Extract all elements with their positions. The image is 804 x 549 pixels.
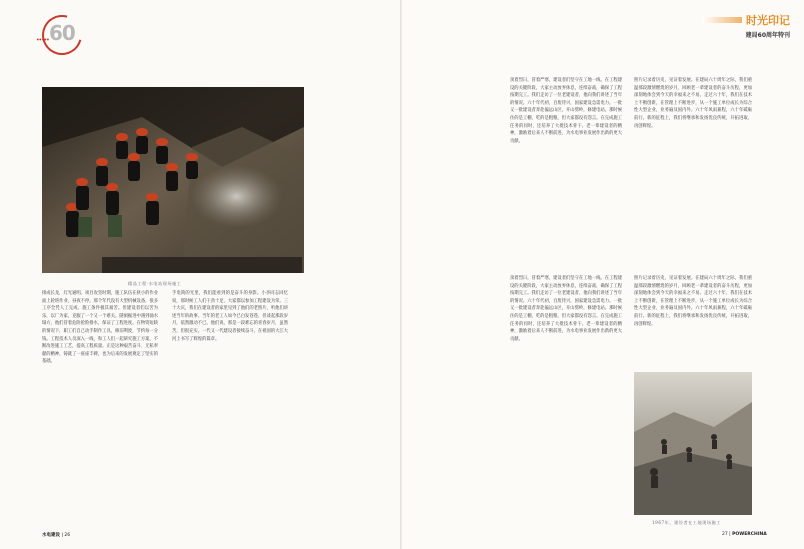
right-photo-caption: 1967年，建设者在工地现场施工 [652, 520, 721, 525]
footer-brand: POWERCHINA [732, 532, 767, 537]
construction-tunnel-photo [42, 87, 304, 273]
right-page [402, 0, 804, 549]
left-photo-caption: 精品工程·水电站现场施工 [128, 281, 182, 286]
footer-brand: 水电建设 [42, 533, 60, 538]
section-subtitle: 建局60周年特刊 [745, 32, 790, 39]
right-footer: 27 | POWERCHINA [722, 532, 767, 537]
anniversary-60-logo: 60 ••••• [42, 15, 82, 55]
section-header [702, 12, 790, 39]
right-page-column-4: 照片记录着历史，见证着发展。在建局六十周年之际，我们重温那段激情燃烧的岁月，回顾老一辈建设者的奋斗历程，更加深刻地体会到今天的幸福来之不易。走过六十年，我们在技术上不断创新，在管理上不断进步，从一个施工单位成长为综合性大型企业，业务遍及国内外。六十年风雨兼程，六十年砥砺前行。新的征程上，我们将继承和发扬优良传统，开拓进取，再创辉煌。 [634, 276, 752, 327]
footer-page-number: 27 [722, 532, 728, 537]
left-page-column-1: 排成长龙，灯光通明。项目攻坚时期，施工队伍在狭小的作业面上轮班作业，昼夜不停。那个年代没有大型机械设备，很多工序全凭人工完成，施工条件极其艰苦。但建设者们以苦为乐，以厂为家，克服了一个又一个难关。隧洞掘进中遇到涌水塌方，他们冒着危险抢险排水，保证了工程进度。在物资短缺的情况下，职工们自己动手制作工具，修旧利废，节约每一分钱。工程技术人员深入一线，和工人们一起研究施工方案，不断改进施工工艺，提高工程质量。正是这种艰苦奋斗、无私奉献的精神，铸就了一座座丰碑，也为后来的发展奠定了坚实的基础。 [42, 291, 158, 365]
left-page-column-2: 手电筒的光里，我们能看到的是奋斗的身影。小李同志回忆说，那时候工人们干劲十足，大家都以参加工程建设为荣。三十大庆，我们在建设者的家里见到了他们的老照片，听他们讲述当年的故事。当年的老工人如今已白发苍苍，但谈起那段岁月，依然激动不已。他们说，那是一段难忘的青春岁月，虽然苦，但很充实。一代又一代建设者接续奋斗，在祖国的大江大河上书写了辉煌的篇章。 [172, 291, 288, 342]
right-page-column-1: 顶着烈日，冒着严寒，建设者们坚守在工地一线。在工程建设的关键阶段，大家主动放弃休息，连续奋战，确保了工程按期完工。我们走访了一位老建设者，他向我们讲述了当年的情况。六十年代初，百废待兴，国家建设急需电力。一批又一批建设者奔赴偏远山区，开山劈岭，修建电站。那时候住的是工棚，吃的是粗粮，但大家都没有怨言。在完成施工任务的同时，还培养了大批技术骨干。老一辈建设者的精神，激励着后来人不断前进，为水电事业发展作出新的更大贡献。 [510, 78, 622, 144]
right-page-column-2: 照片记录着历史，见证着发展。在建局六十周年之际，我们重温那段激情燃烧的岁月，回顾老一辈建设者的奋斗历程，更加深刻地体会到今天的幸福来之不易。走过六十年，我们在技术上不断创新，在管理上不断进步，从一个施工单位成长为综合性大型企业，业务遍及国内外。六十年风雨兼程，六十年砥砺前行。新的征程上，我们将继承和发扬优良传统，开拓进取，再创辉煌。 [634, 78, 752, 129]
section-title: 时光印记 [746, 14, 790, 27]
header-accent-bar [702, 17, 742, 23]
left-footer: 水电建设 | 26 [42, 533, 71, 538]
right-page-column-3: 顶着烈日，冒着严寒，建设者们坚守在工地一线。在工程建设的关键阶段，大家主动放弃休息，连续奋战，确保了工程按期完工。我们走访了一位老建设者，他向我们讲述了当年的情况。六十年代初，百废待兴，国家建设急需电力。一批又一批建设者奔赴偏远山区，开山劈岭，修建电站。那时候住的是工棚，吃的是粗粮，但大家都没有怨言。在完成施工任务的同时，还培养了大批技术骨干。老一辈建设者的精神，激励着后来人不断前进，为水电事业发展作出新的更大贡献。 [510, 276, 622, 342]
footer-page-number: 26 [64, 533, 71, 538]
historic-worker-photo [634, 372, 752, 515]
